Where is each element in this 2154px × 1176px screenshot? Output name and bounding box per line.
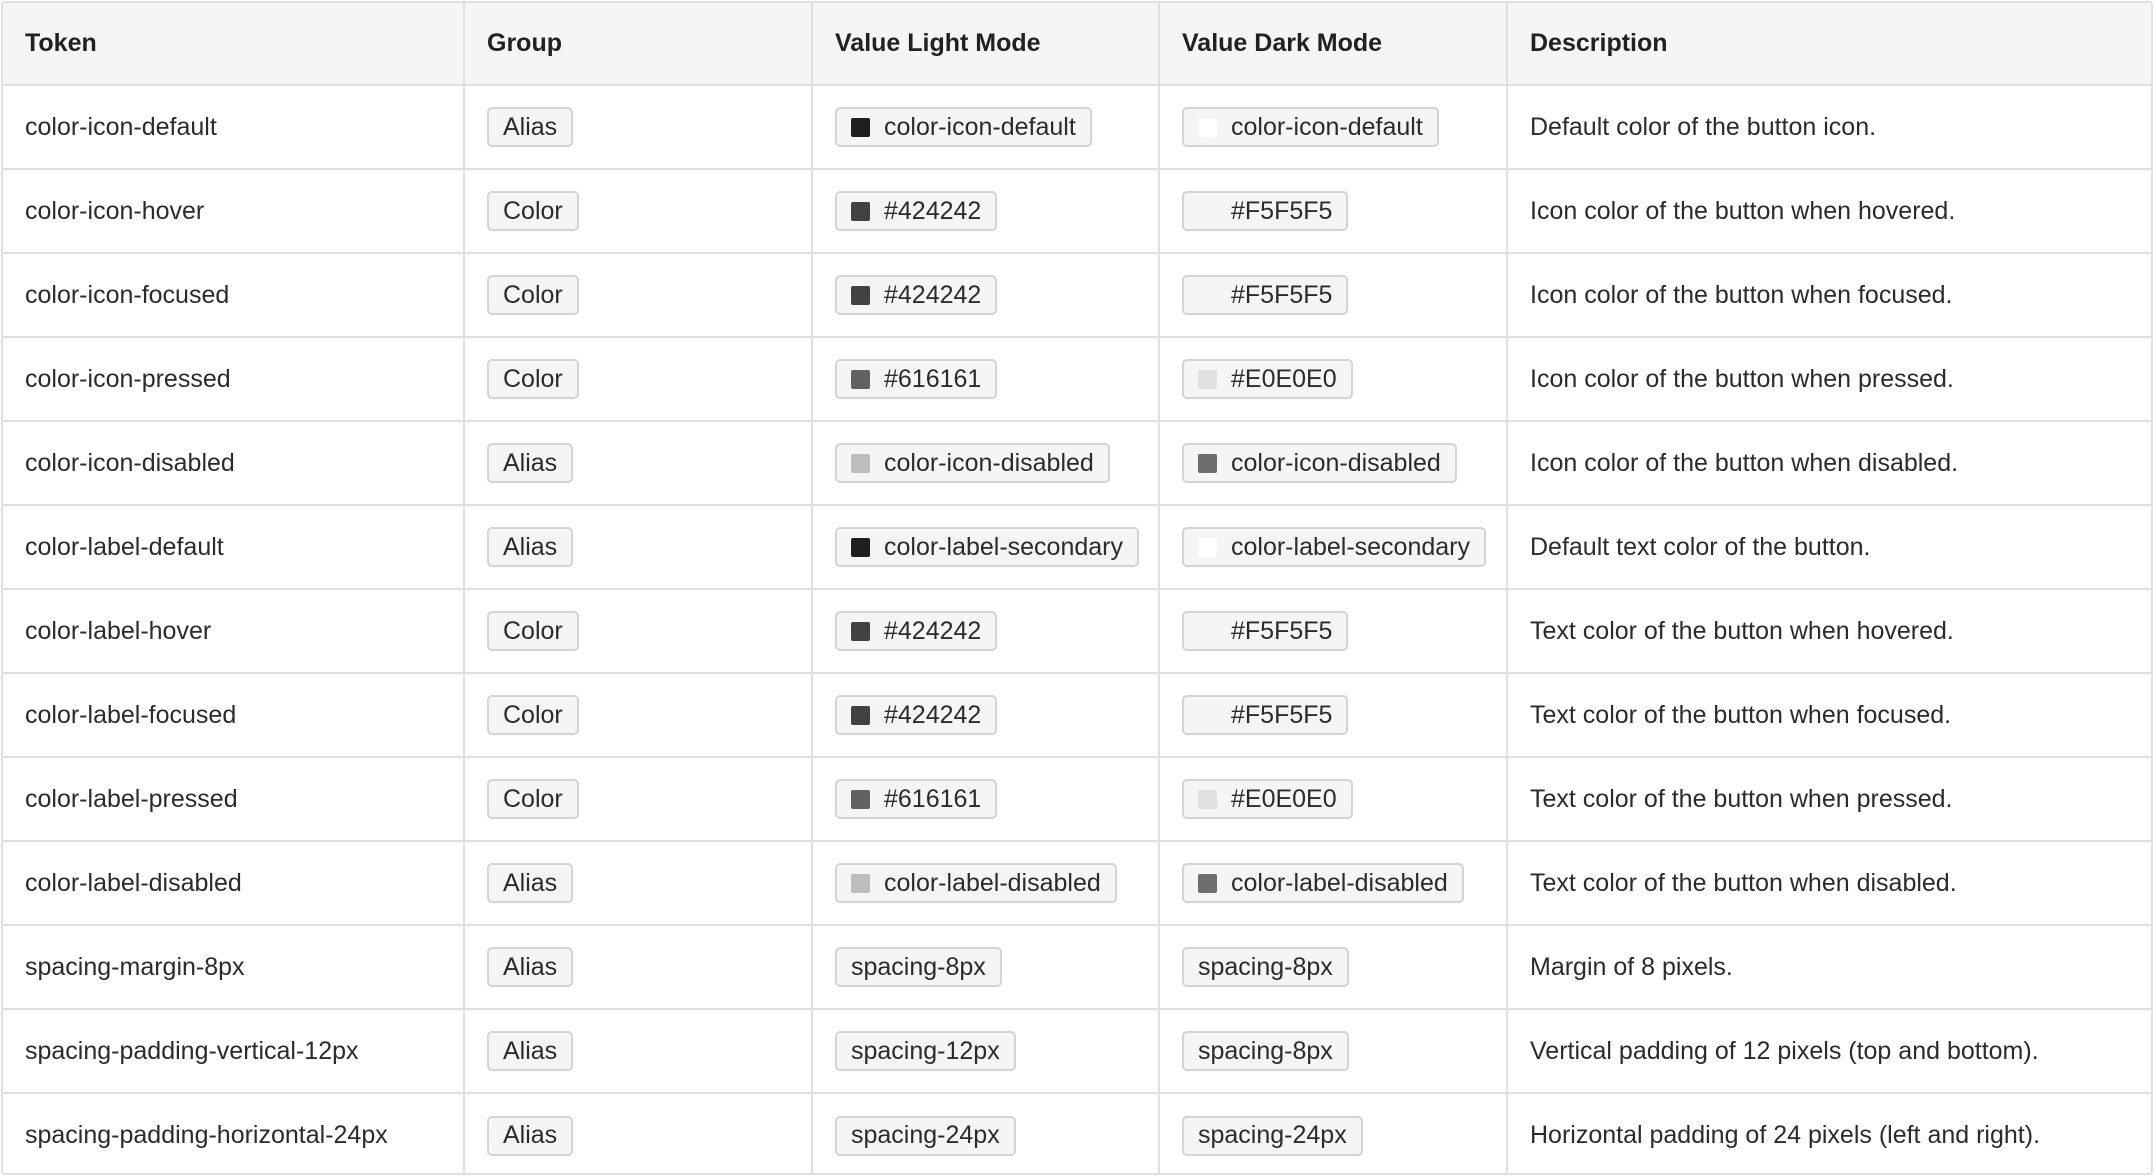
color-swatch-icon: [1198, 202, 1217, 221]
value-light-chip: [835, 611, 997, 651]
cell-group: [464, 505, 812, 589]
cell-token: spacing-padding-vertical-12px: [3, 1009, 464, 1093]
value-light-text: #616161: [884, 784, 982, 813]
column-header-value-dark-mode[interactable]: Value Dark Mode: [1159, 3, 1507, 85]
value-dark-text: #E0E0E0: [1231, 364, 1337, 393]
value-dark-text: #F5F5F5: [1231, 196, 1333, 225]
table-row: [3, 673, 2151, 757]
group-badge-text: Color: [503, 364, 563, 393]
cell-description: Margin of 8 pixels.: [1507, 925, 2151, 1009]
cell-description: Icon color of the button when pressed.: [1507, 337, 2151, 421]
group-badge-text: Alias: [503, 952, 558, 981]
color-swatch-icon: [851, 118, 870, 137]
column-header-description[interactable]: Description: [1507, 3, 2151, 85]
cell-group: [464, 1093, 812, 1175]
cell-group: [464, 253, 812, 337]
color-swatch-icon: [1198, 286, 1217, 305]
color-swatch-icon: [1198, 790, 1217, 809]
value-dark-text: #F5F5F5: [1231, 700, 1333, 729]
group-badge: [487, 1031, 573, 1071]
cell-token: color-icon-pressed: [3, 337, 464, 421]
cell-value-light-mode: [812, 253, 1159, 337]
cell-value-dark-mode: [1159, 673, 1507, 757]
cell-group: [464, 925, 812, 1009]
value-light-text: color-icon-disabled: [884, 448, 1094, 477]
value-dark-chip: [1182, 695, 1348, 735]
cell-value-light-mode: [812, 841, 1159, 925]
cell-group: [464, 85, 812, 169]
group-badge: [487, 863, 573, 903]
color-swatch-icon: [851, 202, 870, 221]
table-row: [3, 925, 2151, 1009]
design-token-table: [3, 3, 2151, 1175]
value-light-text: color-label-secondary: [884, 532, 1124, 561]
table-row: [3, 757, 2151, 841]
cell-group: [464, 757, 812, 841]
cell-description: Text color of the button when focused.: [1507, 673, 2151, 757]
value-light-chip: [835, 947, 1002, 987]
value-dark-text: color-label-secondary: [1231, 532, 1471, 561]
cell-group: [464, 673, 812, 757]
cell-description: Text color of the button when disabled.: [1507, 841, 2151, 925]
value-light-chip: [835, 695, 997, 735]
value-dark-text: spacing-8px: [1198, 952, 1333, 981]
cell-value-light-mode: [812, 337, 1159, 421]
color-swatch-icon: [851, 874, 870, 893]
value-light-text: spacing-24px: [851, 1121, 1000, 1149]
cell-token: color-icon-focused: [3, 253, 464, 337]
cell-value-light-mode: [812, 1009, 1159, 1093]
group-badge-text: Alias: [503, 532, 558, 561]
cell-group: [464, 589, 812, 673]
color-swatch-icon: [851, 454, 870, 473]
color-swatch-icon: [1198, 118, 1217, 137]
group-badge-text: Color: [503, 616, 563, 645]
color-swatch-icon: [1198, 538, 1217, 557]
cell-value-dark-mode: [1159, 757, 1507, 841]
cell-group: [464, 1009, 812, 1093]
color-swatch-icon: [851, 790, 870, 809]
group-badge-text: Color: [503, 280, 563, 309]
value-light-chip: [835, 863, 1117, 903]
group-badge-text: Alias: [503, 868, 558, 897]
group-badge: [487, 275, 579, 315]
cell-token: color-icon-disabled: [3, 421, 464, 505]
value-light-text: spacing-12px: [851, 1036, 1000, 1065]
value-light-chip: [835, 275, 997, 315]
value-dark-text: color-label-disabled: [1231, 868, 1448, 897]
value-light-chip: [835, 527, 1139, 567]
group-badge-text: Color: [503, 784, 563, 813]
value-dark-text: #F5F5F5: [1231, 280, 1333, 309]
cell-group: [464, 169, 812, 253]
cell-value-light-mode: [812, 1093, 1159, 1175]
table-row: [3, 85, 2151, 169]
value-light-text: color-icon-default: [884, 112, 1076, 141]
value-dark-chip: [1182, 443, 1457, 483]
cell-value-light-mode: [812, 589, 1159, 673]
group-badge: [487, 443, 573, 483]
cell-token: color-label-focused: [3, 673, 464, 757]
cell-value-light-mode: [812, 505, 1159, 589]
cell-value-dark-mode: [1159, 1009, 1507, 1093]
color-swatch-icon: [851, 622, 870, 641]
cell-token: color-label-pressed: [3, 757, 464, 841]
value-dark-chip: [1182, 107, 1439, 147]
cell-token: spacing-padding-horizontal-24px: [3, 1093, 464, 1175]
color-swatch-icon: [1198, 706, 1217, 725]
cell-description: Default text color of the button.: [1507, 505, 2151, 589]
value-light-text: #424242: [884, 280, 982, 309]
cell-token: color-icon-hover: [3, 169, 464, 253]
value-light-chip: [835, 107, 1092, 147]
column-header-group[interactable]: Group: [464, 3, 812, 85]
cell-description: Vertical padding of 12 pixels (top and bottom).: [1507, 1009, 2151, 1093]
value-light-text: #424242: [884, 700, 982, 729]
color-swatch-icon: [1198, 370, 1217, 389]
token-table-container: [1, 1, 2153, 1175]
color-swatch-icon: [1198, 454, 1217, 473]
group-badge-text: Color: [503, 700, 563, 729]
group-badge: [487, 191, 579, 231]
color-swatch-icon: [851, 706, 870, 725]
table-row: [3, 589, 2151, 673]
value-dark-text: spacing-8px: [1198, 1036, 1333, 1065]
color-swatch-icon: [851, 370, 870, 389]
group-badge: [487, 527, 573, 567]
cell-description: Text color of the button when hovered.: [1507, 589, 2151, 673]
table-row: [3, 1009, 2151, 1093]
value-light-text: color-label-disabled: [884, 868, 1101, 897]
value-light-text: #424242: [884, 196, 982, 225]
column-header-token[interactable]: Token: [3, 3, 464, 85]
value-dark-text: color-icon-default: [1231, 112, 1423, 141]
value-dark-text: color-icon-disabled: [1231, 448, 1441, 477]
value-light-text: #616161: [884, 364, 982, 393]
cell-token: spacing-margin-8px: [3, 925, 464, 1009]
value-dark-text: #E0E0E0: [1231, 784, 1337, 813]
group-badge: [487, 611, 579, 651]
table-row: [3, 841, 2151, 925]
value-light-chip: [835, 779, 997, 819]
cell-value-dark-mode: [1159, 589, 1507, 673]
color-swatch-icon: [851, 538, 870, 557]
value-dark-chip: [1182, 863, 1464, 903]
group-badge: [487, 695, 579, 735]
table-row: [3, 1093, 2151, 1175]
cell-token: color-label-disabled: [3, 841, 464, 925]
table-row: [3, 421, 2151, 505]
cell-token: color-label-hover: [3, 589, 464, 673]
cell-value-dark-mode: [1159, 253, 1507, 337]
cell-description: Icon color of the button when focused.: [1507, 253, 2151, 337]
value-dark-chip: [1182, 779, 1353, 819]
group-badge: [487, 947, 573, 987]
table-row: [3, 337, 2151, 421]
column-header-value-light-mode[interactable]: Value Light Mode: [812, 3, 1159, 85]
value-light-chip: [835, 191, 997, 231]
group-badge: [487, 359, 579, 399]
group-badge-text: Alias: [503, 1036, 558, 1065]
table-row: [3, 253, 2151, 337]
value-dark-chip: [1182, 359, 1353, 399]
group-badge: [487, 107, 573, 147]
group-badge-text: Alias: [503, 112, 558, 141]
cell-value-dark-mode: [1159, 337, 1507, 421]
color-swatch-icon: [1198, 874, 1217, 893]
value-dark-chip: [1182, 275, 1348, 315]
value-dark-chip: [1182, 1031, 1349, 1071]
table-row: [3, 505, 2151, 589]
color-swatch-icon: [1198, 622, 1217, 641]
group-badge: [487, 1116, 573, 1156]
cell-value-dark-mode: [1159, 925, 1507, 1009]
cell-value-light-mode: [812, 925, 1159, 1009]
cell-value-dark-mode: [1159, 1093, 1507, 1175]
cell-value-light-mode: [812, 85, 1159, 169]
value-light-text: #424242: [884, 616, 982, 645]
cell-value-light-mode: [812, 673, 1159, 757]
cell-description: Text color of the button when pressed.: [1507, 757, 2151, 841]
cell-description: Default color of the button icon.: [1507, 85, 2151, 169]
value-dark-chip: [1182, 947, 1349, 987]
cell-description: Icon color of the button when disabled.: [1507, 421, 2151, 505]
table-row: [3, 169, 2151, 253]
cell-value-dark-mode: [1159, 421, 1507, 505]
cell-description: Icon color of the button when hovered.: [1507, 169, 2151, 253]
color-swatch-icon: [851, 286, 870, 305]
cell-value-dark-mode: [1159, 841, 1507, 925]
table-header-row: [3, 3, 2151, 85]
value-dark-chip: [1182, 527, 1486, 567]
cell-token: color-label-default: [3, 505, 464, 589]
group-badge-text: Color: [503, 196, 563, 225]
group-badge-text: Alias: [503, 1121, 558, 1149]
cell-group: [464, 421, 812, 505]
value-light-chip: [835, 443, 1110, 483]
group-badge: [487, 779, 579, 819]
value-dark-chip: [1182, 611, 1348, 651]
value-light-chip: [835, 1031, 1016, 1071]
cell-value-dark-mode: [1159, 169, 1507, 253]
cell-value-light-mode: [812, 757, 1159, 841]
cell-group: [464, 841, 812, 925]
group-badge-text: Alias: [503, 448, 558, 477]
cell-group: [464, 337, 812, 421]
value-dark-text: #F5F5F5: [1231, 616, 1333, 645]
value-dark-text: spacing-24px: [1198, 1121, 1347, 1149]
value-dark-chip: [1182, 1116, 1363, 1156]
value-light-chip: [835, 359, 997, 399]
value-light-chip: [835, 1116, 1016, 1156]
cell-value-dark-mode: [1159, 85, 1507, 169]
cell-token: color-icon-default: [3, 85, 464, 169]
cell-value-light-mode: [812, 169, 1159, 253]
value-light-text: spacing-8px: [851, 952, 986, 981]
cell-value-light-mode: [812, 421, 1159, 505]
cell-value-dark-mode: [1159, 505, 1507, 589]
table-body: [3, 85, 2151, 1175]
cell-description: Horizontal padding of 24 pixels (left and right).: [1530, 1121, 2041, 1149]
value-dark-chip: [1182, 191, 1348, 231]
